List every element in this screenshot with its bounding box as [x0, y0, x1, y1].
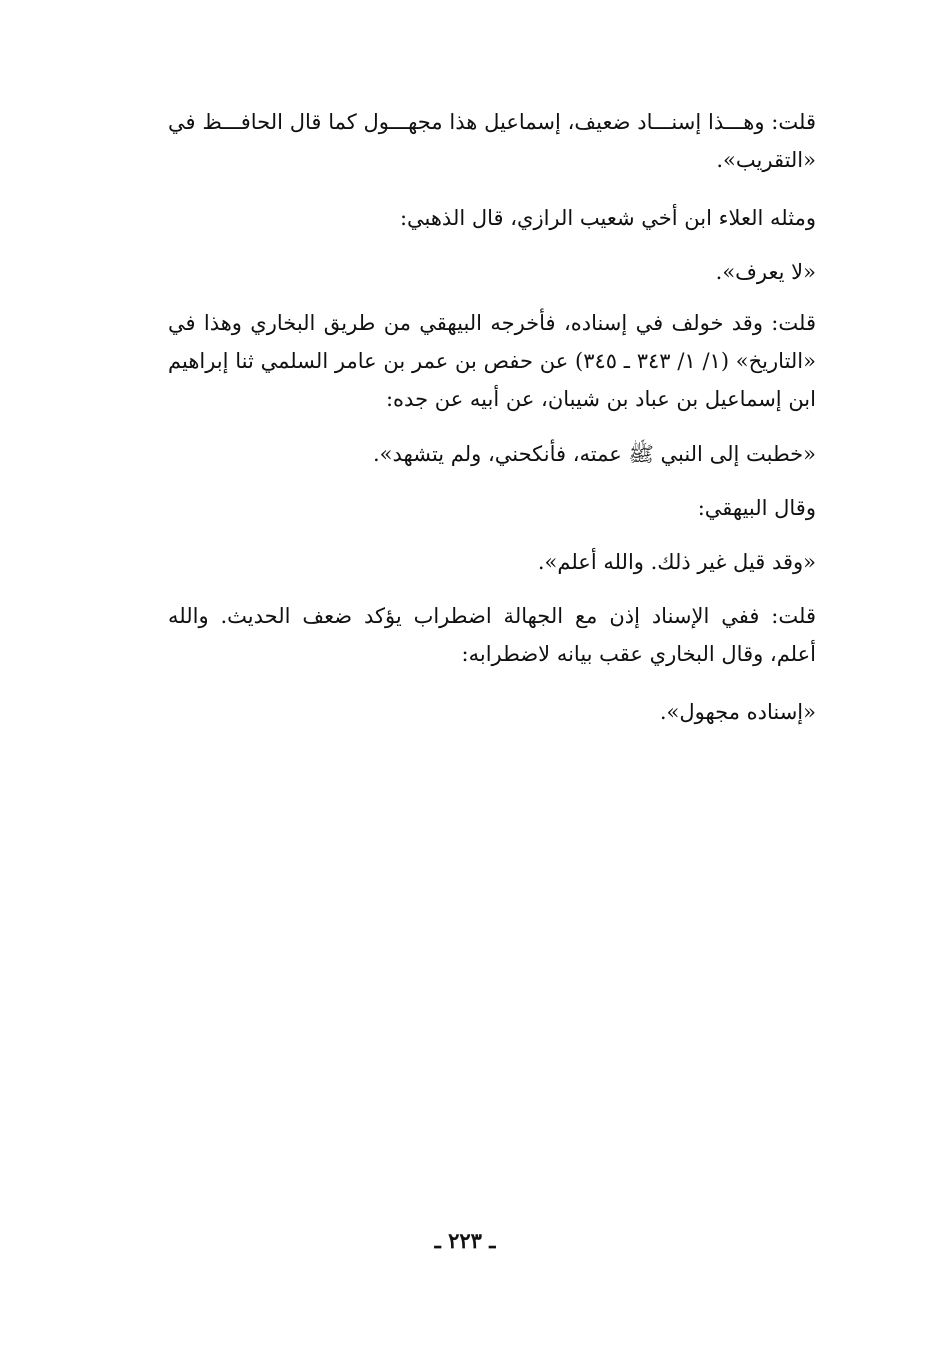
- quote-la-yuraf: «لا يعرف».: [715, 260, 816, 284]
- page-number: ـ ٢٢٣ ـ: [434, 1228, 496, 1253]
- quote-khatabtu: «خطبت إلى النبي ﷺ عمته، فأنكحني، ولم يتشهد».: [372, 442, 816, 466]
- quote-isnaduhu-majhul: «إسناده مجهول».: [659, 700, 816, 724]
- paragraph-idtirab: قلت: ففي الإسناد إذن مع الجهالة اضطراب يؤكد ضعف الحديث. والله أعلم، وقال البخاري عقب بيانه لاضطرابه:: [168, 604, 816, 666]
- quote-qila-ghayr: «وقد قيل غير ذلك. والله أعلم».: [537, 550, 816, 574]
- paragraph-qala-bayhaqi: وقال البيهقي:: [697, 496, 816, 520]
- paragraph-bayhaqi-tarikh: قلت: وقد خولف في إسناده، فأخرجه البيهقي من طريق البخاري وهذا في «التاريخ» (١/ ١/ ٣٤٣ ـ ٣٤٥) عن حفص بن عمر بن عامر السلمي ثنا إبراهيم ابن إسماعيل بن عباد بن شيبان، عن أبيه عن جده:: [168, 311, 816, 411]
- paragraph-isnad-weak: قلت: وهـــذا إسنـــاد ضعيف، إسماعيل هذا مجهـــول كما قال الحافـــظ في «التقريب».: [168, 110, 816, 172]
- paragraph-ala-dhahabi: ومثله العلاء ابن أخي شعيب الرازي، قال الذهبي:: [399, 206, 816, 230]
